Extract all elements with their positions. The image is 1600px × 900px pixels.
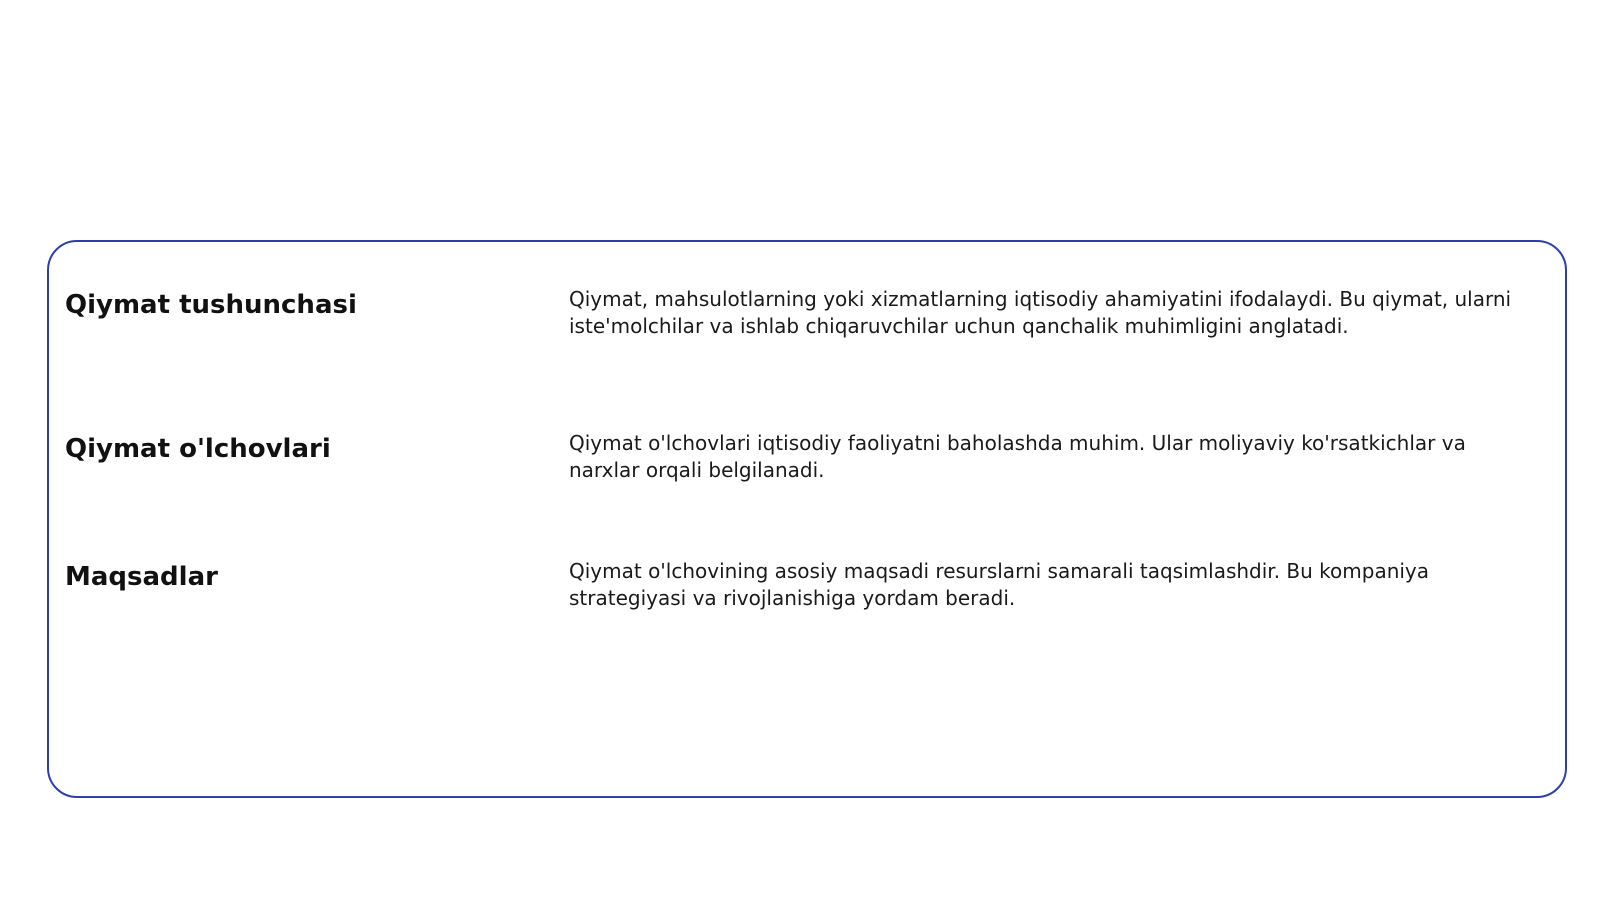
row-description: Qiymat, mahsulotlarning yoki xizmatlarning iqtisodiy ahamiyatini ifodalaydi. Bu qiymat, ularni iste'molchilar va ishlab chiqaruvchilar uchun qanchalik muhimligini anglatadi. [569,287,1512,338]
row-description: Qiymat o'lchovining asosiy maqsadi resurslarni samarali taqsimlashdir. Bu kompaniya strategiyasi va rivojlanishiga yordam beradi. [569,559,1430,610]
row-title: Qiymat tushunchasi [65,290,357,320]
row-title: Qiymat o'lchovlari [65,434,331,464]
content-panel [47,240,1567,798]
row-description: Qiymat o'lchovlari iqtisodiy faoliyatni baholashda muhim. Ular moliyaviy ko'rsatkichlar va narxlar orqali belgilanadi. [569,431,1466,482]
row-title: Maqsadlar [65,562,218,592]
